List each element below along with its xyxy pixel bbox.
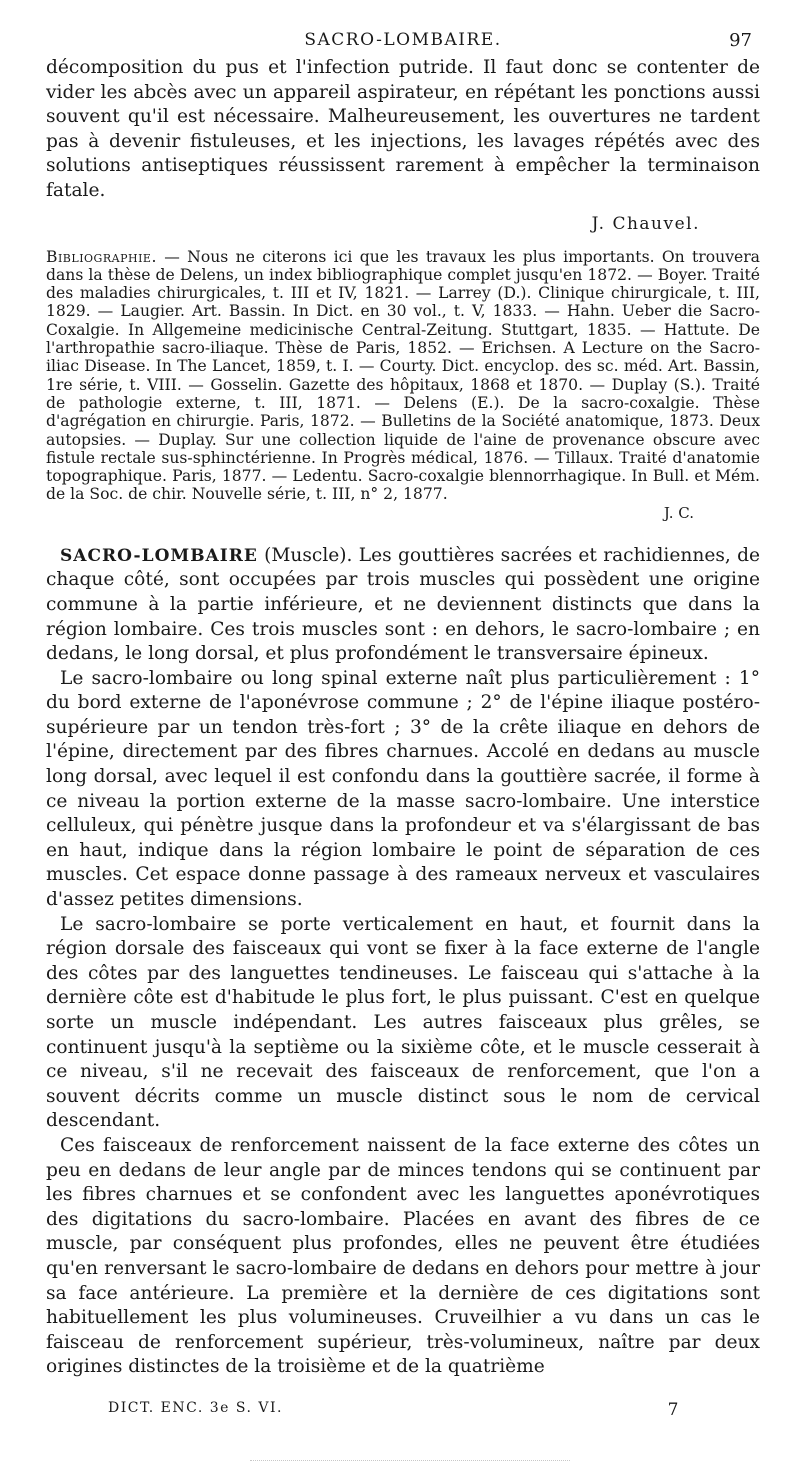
bottom-dotted-rule xyxy=(250,1460,570,1461)
bibliography-text: — Nous ne citerons ici que les travaux les plus importants. On trouvera dans la thèse de Delens, un index bibliographique complet jusqu'en 1872. — Boyer. Traité des maladies chirurgicales, t. III et IV, 1821. — Larrey (D.). Clinique chirurgicale, t. III, 1829. — Laugier. Art. Bassin. In Dict. en 30 vol., t. V, 1833. — Hahn. Ueber die Sacro-Coxalgie. In Allgemeine medicinische Central-Zeitung. Stuttgart, 1835. — Hattute. De l'arthropathie sacro-iliaque. Thèse de Paris, 1852. — Erichsen. A Lecture on the Sacro-iliac Disease. In The Lancet, 1859, t. I. — Courty. Dict. encyclop. des sc. méd. Art. Bassin, 1re série, t. VIII. — Gosselin. Gazette des hôpitaux, 1868 et 1870. — Duplay (S.). Traité de pathologie externe, t. III, 1871. — Delens (E.). De la sacro-coxalgie. Thèse d'agrégation en chirurgie. Paris, 1872. — Bulletins de la Société anatomique, 1873. Deux autopsies. — Duplay. Sur une collection liquide de l'aine de provenance obscure avec fistule rectale sus-sphinctérienne. In Progrès médical, 1876. — Tillaux. Traité d'anatomie topographique. Paris, 1877. — Ledentu. Sacro-coxalgie blennorrhagique. In Bull. et Mém. de la Soc. de chir. Nouvelle série, t. III, n° 2, 1877. xyxy=(46,247,760,504)
bibliography-signature: J. C. xyxy=(663,503,694,522)
bibliography-label: Bibliographie. xyxy=(46,247,157,266)
article-body xyxy=(46,544,760,1380)
running-title: SACRO-LOMBAIRE. xyxy=(304,30,502,50)
article-headword: SACRO-LOMBAIRE xyxy=(60,545,258,566)
signature-mark: DICT. ENC. 3e S. VI. xyxy=(108,1400,283,1416)
article-paragraph-3: Le sacro-lombaire se porte verticalement en haut, et fournit dans la région dorsale des faisceaux qui vont se fixer à la face externe de l'angle des côtes par des languettes tendineuses. Le faisceau qui s'attache à la dernière côte est d'habitude le plus fort, le plus puissant. C'est en quelque sorte un muscle indépendant. Les autres faisceaux plus grêles, se continuent jusqu'à la septième ou la sixième côte, et le muscle cesserait à ce niveau, s'il ne recevait des faisceaux de renforcement, que l'on a souvent décrits comme un muscle distinct sous le nom de cervical descendant. xyxy=(46,913,760,1132)
page-footer xyxy=(108,1400,680,1420)
article-paragraph-1-text: (Muscle). Les gouttières sacrées et rachidiennes, de chaque côté, sont occupées par trois muscles qui possèdent une origine commune à la partie inférieure, et ne deviennent distincts que dans la région lombaire. Ces trois muscles sont : en dehors, le sacro-lombaire ; en dedans, le long dorsal, et plus profondément le transversaire épineux. xyxy=(46,544,760,665)
page-number: 97 xyxy=(729,30,752,51)
bibliography xyxy=(46,248,760,504)
intro-paragraph: décomposition du pus et l'infection putride. Il faut donc se contenter de vider les abcès avec un appareil aspirateur, en répétant les ponctions aussi souvent qu'il est nécessaire. Malheureusement, les ouvertures ne tardent pas à devenir fistuleuses, et les injections, les lavages répétés avec des solutions antiseptiques réussissent rarement à empêcher la terminaison fatale. xyxy=(46,57,760,201)
sheet-number: 7 xyxy=(667,1400,680,1420)
article-paragraph-1 xyxy=(46,544,760,667)
article-paragraph-2: Le sacro-lombaire ou long spinal externe naît plus particulièrement : 1° du bord externe de l'aponévrose commune ; 2° de l'épine iliaque postéro-supérieure par un tendon très-fort ; 3° de la crête iliaque en dehors de l'épine, directement par des fibres charnues. Accolé en dedans au muscle long dorsal, avec lequel il est confondu dans la gouttière sacrée, il forme à ce niveau la portion externe de la masse sacro-lombaire. Une interstice celluleux, qui pénètre jusque dans la profondeur et va s'élargissant de bas en haut, indique dans la région lombaire le point de séparation de ces muscles. Cet espace donne passage à des rameaux nerveux et vasculaires d'assez petites dimensions. xyxy=(46,667,760,911)
author-signature: J. Chauvel. xyxy=(591,213,700,234)
article-paragraph-4: Ces faisceaux de renforcement naissent de la face externe des côtes un peu en dedans de leur angle par de minces tendons qui se continuent par les fibres charnues et se confondent avec les languettes aponévrotiques des digitations du sacro-lombaire. Placées en avant des fibres de ce muscle, par conséquent plus profondes, elles ne peuvent être étudiées qu'en renversant le sacro-lombaire de dedans en dehors pour mettre à jour sa face antérieure. La première et la dernière de ces digitations sont habituellement les plus volumineuses. Cruveilhier a vu dans un cas le faisceau de renforcement supérieur, très-volumineux, naître par deux origines distinctes de la troisième et de la quatrième xyxy=(46,1134,760,1378)
running-header xyxy=(46,30,760,56)
